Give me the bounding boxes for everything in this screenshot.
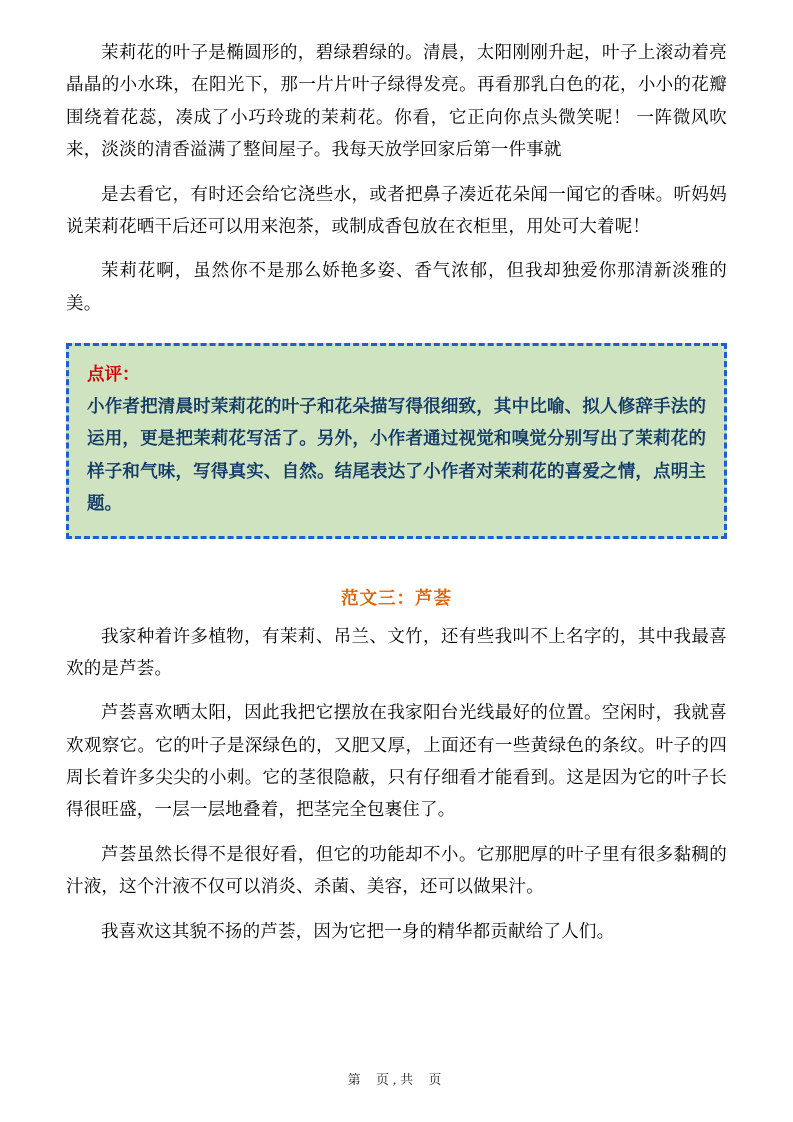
section-spacer [66, 539, 727, 585]
paragraph: 我喜欢这其貌不扬的芦荟，因为它把一身的精华都贡献给了人们。 [101, 920, 615, 941]
paragraph-spacer [66, 168, 727, 178]
paragraph: 是去看它，有时还会给它浇些水，或者把鼻子凑近花朵闻一闻它的香味。听妈妈说茉莉花晒干后还可以用来泡茶，或制成香包放在衣柜里，用处可大着呢！ [66, 183, 727, 236]
footer-middle: 页,共 [375, 1072, 418, 1087]
paragraph: 我家种着许多植物，有茉莉、吊兰、文竹，还有些我叫不上名字的，其中我最喜欢的是芦荟。 [66, 625, 727, 678]
paragraph: 茉莉花的叶子是椭圆形的，碧绿碧绿的。清晨，太阳刚刚升起，叶子上滚动着亮晶晶的小水珠，在阳光下，那一片片叶子绿得发亮。再看那乳白色的花，小小的花瓣围绕着花蕊，凑成了小巧玲珑的茉莉花。你看，它正向你点头微笑呢！ 一阵微风吹来，淡淡的清香溢满了整间屋子。我每天放学回家后第一件事就 [66, 42, 727, 160]
paragraph-spacer [66, 905, 727, 915]
commentary-title: 点评： [87, 364, 140, 384]
paragraph-spacer [66, 244, 727, 254]
section-heading: 范文三：芦荟 [341, 587, 452, 608]
paragraph-spacer [66, 828, 727, 838]
page-footer [0, 1069, 793, 1088]
commentary-box [66, 343, 727, 539]
footer-prefix: 第 [347, 1072, 365, 1087]
paragraph-spacer [66, 686, 727, 696]
commentary-text: 小作者把清晨时茉莉花的叶子和花朵描写得很细致，其中比喻、拟人修辞手法的运用，更是把茉莉花写活了。另外，小作者通过视觉和嗅觉分别写出了茉莉花的样子和气味，写得真实、自然。结尾表达了小作者对茉莉花的喜爱之情，点明主题。 [87, 396, 706, 514]
paragraph: 芦荟虽然长得不是很好看，但它的功能却不小。它那肥厚的叶子里有很多黏稠的汁液，这个汁液不仅可以消炎、杀菌、美容，还可以做果汁。 [66, 843, 727, 897]
heading-spacer [66, 610, 727, 620]
paragraph: 芦荟喜欢晒太阳，因此我把它摆放在我家阳台光线最好的位置。空闲时，我就喜欢观察它。它的叶子是深绿色的，又肥又厚，上面还有一些黄绿色的条纹。叶子的四周长着许多尖尖的小刺。它的茎很隐蔽，只有仔细看才能看到。这是因为它的叶子长得很旺盛，一层一层地叠着，把茎完全包裹住了。 [66, 702, 727, 820]
paragraph: 茉莉花啊，虽然你不是那么娇艳多姿、香气浓郁，但我却独爱你那清新淡雅的美。 [66, 260, 727, 313]
footer-suffix: 页 [428, 1072, 446, 1087]
